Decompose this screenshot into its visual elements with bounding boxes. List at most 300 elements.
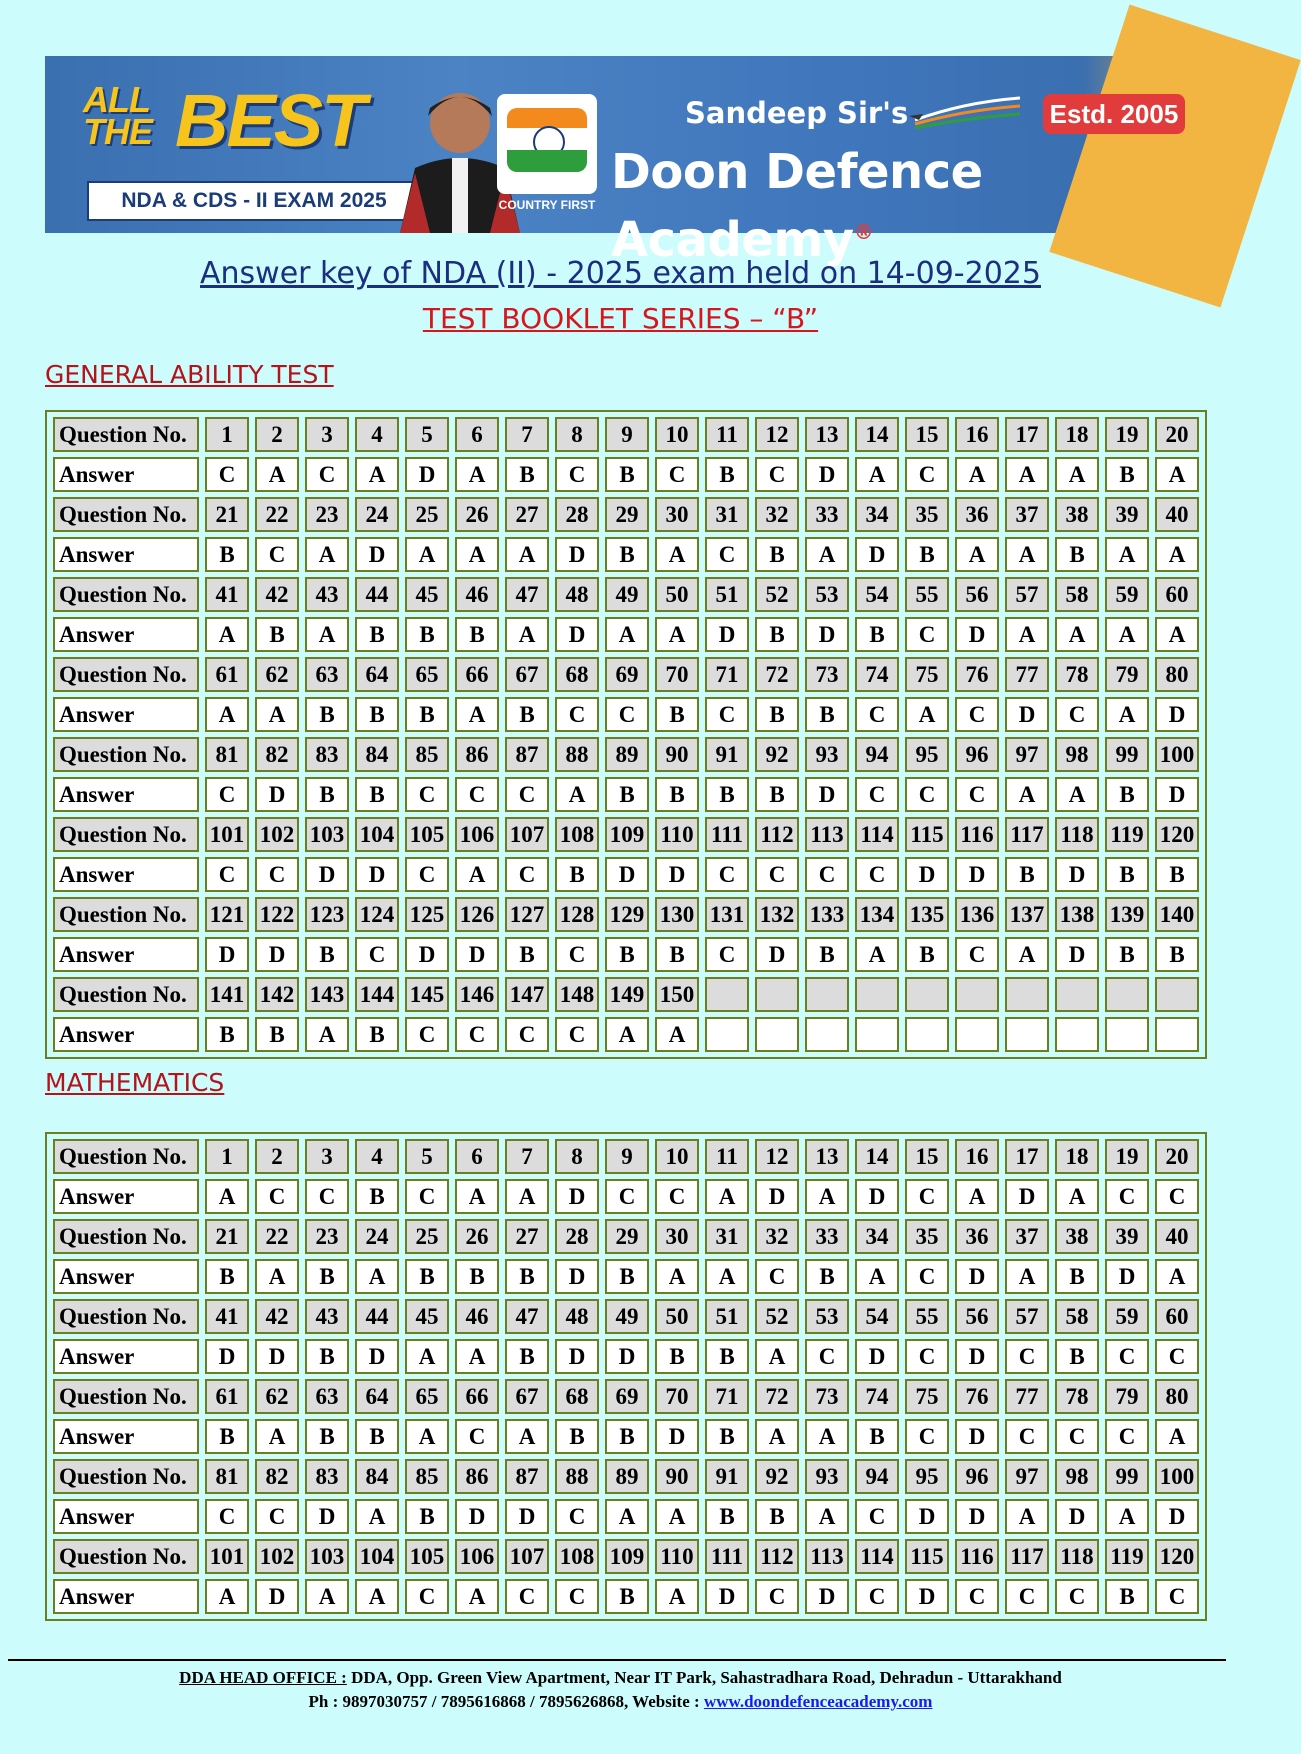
answer-cell: C bbox=[905, 617, 949, 652]
question-number-cell: 77 bbox=[1005, 657, 1049, 692]
question-number-cell: 72 bbox=[755, 657, 799, 692]
question-number-cell: 107 bbox=[505, 817, 549, 852]
answer-cell: B bbox=[805, 697, 849, 732]
answer-cell: A bbox=[1155, 1419, 1199, 1454]
answer-cell: B bbox=[1055, 537, 1099, 572]
answer-cell: D bbox=[1055, 857, 1099, 892]
question-number-cell: 60 bbox=[1155, 577, 1199, 612]
question-number-cell: 138 bbox=[1055, 897, 1099, 932]
question-number-cell: 84 bbox=[355, 1459, 399, 1494]
question-number-cell: 48 bbox=[555, 1299, 599, 1334]
question-label: Question No. bbox=[53, 897, 199, 932]
answer-cell: B bbox=[555, 857, 599, 892]
answer-cell: B bbox=[1105, 937, 1149, 972]
question-number-cell: 29 bbox=[605, 1219, 649, 1254]
question-number-cell: 125 bbox=[405, 897, 449, 932]
question-number-cell: 137 bbox=[1005, 897, 1049, 932]
answer-cell: D bbox=[355, 857, 399, 892]
question-number-cell: 114 bbox=[855, 1539, 899, 1574]
answer-cell: A bbox=[705, 1259, 749, 1294]
answer-cell: C bbox=[1105, 1339, 1149, 1374]
empty-cell bbox=[855, 1017, 899, 1052]
question-number-cell: 81 bbox=[205, 1459, 249, 1494]
answer-cell: C bbox=[855, 857, 899, 892]
question-number-cell: 38 bbox=[1055, 1219, 1099, 1254]
answer-cell: A bbox=[655, 617, 699, 652]
question-number-cell: 48 bbox=[555, 577, 599, 612]
footer-divider bbox=[8, 1659, 1226, 1661]
empty-cell bbox=[905, 1017, 949, 1052]
answer-cell: B bbox=[1105, 777, 1149, 812]
answer-cell: B bbox=[205, 1259, 249, 1294]
question-number-cell: 71 bbox=[705, 657, 749, 692]
empty-cell bbox=[955, 977, 999, 1012]
answer-cell: C bbox=[305, 1179, 349, 1214]
answer-cell: A bbox=[305, 1579, 349, 1614]
answer-cell: C bbox=[955, 777, 999, 812]
answer-cell: B bbox=[255, 617, 299, 652]
question-number-cell: 56 bbox=[955, 577, 999, 612]
question-number-cell: 44 bbox=[355, 577, 399, 612]
question-number-cell: 82 bbox=[255, 1459, 299, 1494]
answer-cell: B bbox=[355, 1017, 399, 1052]
answer-label: Answer bbox=[53, 457, 199, 492]
answer-cell: A bbox=[1005, 1259, 1049, 1294]
answer-label: Answer bbox=[53, 537, 199, 572]
question-number-cell: 85 bbox=[405, 737, 449, 772]
answer-cell: C bbox=[1005, 1419, 1049, 1454]
answer-cell: C bbox=[1155, 1339, 1199, 1374]
question-number-cell: 61 bbox=[205, 657, 249, 692]
answer-cell: A bbox=[505, 1179, 549, 1214]
question-number-cell: 88 bbox=[555, 737, 599, 772]
question-number-cell: 83 bbox=[305, 737, 349, 772]
question-number-cell: 21 bbox=[205, 1219, 249, 1254]
all-the-text: ALL THE bbox=[83, 79, 152, 152]
answer-cell: D bbox=[255, 1579, 299, 1614]
answer-cell: B bbox=[655, 777, 699, 812]
answer-cell: A bbox=[305, 1017, 349, 1052]
question-number-cell: 113 bbox=[805, 1539, 849, 1574]
answer-cell: B bbox=[505, 457, 549, 492]
question-label: Question No. bbox=[53, 497, 199, 532]
question-number-cell: 70 bbox=[655, 1379, 699, 1414]
answer-cell: A bbox=[1005, 617, 1049, 652]
answer-cell: C bbox=[555, 697, 599, 732]
question-number-cell: 63 bbox=[305, 657, 349, 692]
established-badge: Estd. 2005 bbox=[1043, 94, 1185, 134]
question-number-cell: 11 bbox=[705, 417, 749, 452]
question-number-cell: 68 bbox=[555, 1379, 599, 1414]
question-number-cell: 65 bbox=[405, 657, 449, 692]
answer-cell: C bbox=[255, 537, 299, 572]
answer-cell: B bbox=[855, 1419, 899, 1454]
question-number-cell: 92 bbox=[755, 737, 799, 772]
question-number-cell: 32 bbox=[755, 497, 799, 532]
answer-cell: C bbox=[655, 1179, 699, 1214]
question-row bbox=[53, 1219, 1199, 1254]
answer-cell: C bbox=[905, 777, 949, 812]
question-number-cell: 66 bbox=[455, 657, 499, 692]
question-number-cell: 41 bbox=[205, 577, 249, 612]
answer-cell: A bbox=[255, 457, 299, 492]
answer-cell: B bbox=[505, 697, 549, 732]
website-link[interactable]: www.doondefenceacademy.com bbox=[703, 1692, 933, 1711]
question-number-cell: 3 bbox=[305, 1139, 349, 1174]
question-row bbox=[53, 417, 1199, 452]
empty-cell bbox=[705, 1017, 749, 1052]
question-number-cell: 104 bbox=[355, 817, 399, 852]
question-number-cell: 80 bbox=[1155, 1379, 1199, 1414]
question-number-cell: 110 bbox=[655, 1539, 699, 1574]
answer-cell: C bbox=[205, 777, 249, 812]
phone-numbers: Ph : 9897030757 / 7895616868 / 7895626868, Website : bbox=[308, 1692, 704, 1711]
question-number-cell: 58 bbox=[1055, 577, 1099, 612]
question-number-cell: 15 bbox=[905, 417, 949, 452]
question-number-cell: 89 bbox=[605, 1459, 649, 1494]
answer-cell: D bbox=[705, 617, 749, 652]
question-number-cell: 7 bbox=[505, 417, 549, 452]
answer-cell: D bbox=[955, 857, 999, 892]
answer-label: Answer bbox=[53, 1259, 199, 1294]
answer-cell: A bbox=[855, 937, 899, 972]
answer-cell: B bbox=[705, 1419, 749, 1454]
answer-cell: C bbox=[855, 1579, 899, 1614]
answer-cell: C bbox=[1155, 1179, 1199, 1214]
answer-cell: D bbox=[355, 537, 399, 572]
question-number-cell: 68 bbox=[555, 657, 599, 692]
answer-cell: C bbox=[955, 697, 999, 732]
question-number-cell: 43 bbox=[305, 1299, 349, 1334]
question-label: Question No. bbox=[53, 817, 199, 852]
answer-cell: A bbox=[555, 777, 599, 812]
question-number-cell: 39 bbox=[1105, 1219, 1149, 1254]
empty-cell bbox=[855, 977, 899, 1012]
empty-cell bbox=[705, 977, 749, 1012]
answer-label: Answer bbox=[53, 1419, 199, 1454]
answer-cell: D bbox=[755, 1179, 799, 1214]
question-number-cell: 67 bbox=[505, 657, 549, 692]
question-label: Question No. bbox=[53, 1139, 199, 1174]
answer-cell: C bbox=[905, 1339, 949, 1374]
answer-cell: B bbox=[305, 697, 349, 732]
answer-cell: D bbox=[1105, 1259, 1149, 1294]
answer-cell: A bbox=[405, 537, 449, 572]
empty-cell bbox=[1005, 977, 1049, 1012]
question-number-cell: 22 bbox=[255, 497, 299, 532]
answer-cell: A bbox=[605, 1499, 649, 1534]
answer-cell: D bbox=[755, 937, 799, 972]
answer-cell: A bbox=[205, 1579, 249, 1614]
question-number-cell: 44 bbox=[355, 1299, 399, 1334]
answer-cell: C bbox=[1055, 1419, 1099, 1454]
question-label: Question No. bbox=[53, 1539, 199, 1574]
question-number-cell: 45 bbox=[405, 1299, 449, 1334]
answer-cell: A bbox=[905, 697, 949, 732]
question-number-cell: 49 bbox=[605, 1299, 649, 1334]
answer-cell: C bbox=[555, 457, 599, 492]
question-number-cell: 136 bbox=[955, 897, 999, 932]
question-number-cell: 11 bbox=[705, 1139, 749, 1174]
question-number-cell: 98 bbox=[1055, 1459, 1099, 1494]
question-number-cell: 42 bbox=[255, 577, 299, 612]
question-number-cell: 31 bbox=[705, 1219, 749, 1254]
answer-cell: C bbox=[555, 1499, 599, 1534]
question-number-cell: 18 bbox=[1055, 1139, 1099, 1174]
question-number-cell: 52 bbox=[755, 1299, 799, 1334]
question-number-cell: 118 bbox=[1055, 817, 1099, 852]
question-number-cell: 71 bbox=[705, 1379, 749, 1414]
answer-cell: B bbox=[355, 697, 399, 732]
office-address: DDA, Opp. Green View Apartment, Near IT Park, Sahastradhara Road, Dehradun - Uttarakhand bbox=[346, 1668, 1062, 1687]
answer-row bbox=[53, 697, 1199, 732]
question-number-cell: 50 bbox=[655, 577, 699, 612]
question-number-cell: 93 bbox=[805, 1459, 849, 1494]
answer-cell: C bbox=[855, 697, 899, 732]
question-number-cell: 9 bbox=[605, 1139, 649, 1174]
question-number-cell: 116 bbox=[955, 817, 999, 852]
answer-cell: A bbox=[1155, 1259, 1199, 1294]
answer-cell: B bbox=[705, 777, 749, 812]
answer-cell: D bbox=[905, 1579, 949, 1614]
question-number-cell: 16 bbox=[955, 417, 999, 452]
question-number-cell: 58 bbox=[1055, 1299, 1099, 1334]
answer-cell: D bbox=[805, 777, 849, 812]
question-number-cell: 51 bbox=[705, 1299, 749, 1334]
empty-cell bbox=[1105, 1017, 1149, 1052]
question-number-cell: 52 bbox=[755, 577, 799, 612]
answer-cell: C bbox=[905, 1179, 949, 1214]
answer-cell: B bbox=[1155, 937, 1199, 972]
answer-cell: B bbox=[305, 1259, 349, 1294]
question-number-cell: 22 bbox=[255, 1219, 299, 1254]
question-number-cell: 99 bbox=[1105, 737, 1149, 772]
empty-cell bbox=[1155, 977, 1199, 1012]
answer-cell: A bbox=[805, 1419, 849, 1454]
answer-cell: B bbox=[805, 937, 849, 972]
question-row bbox=[53, 897, 1199, 932]
answer-label: Answer bbox=[53, 1579, 199, 1614]
question-number-cell: 117 bbox=[1005, 1539, 1049, 1574]
question-number-cell: 24 bbox=[355, 497, 399, 532]
question-number-cell: 97 bbox=[1005, 737, 1049, 772]
answer-row bbox=[53, 937, 1199, 972]
answer-cell: C bbox=[605, 1179, 649, 1214]
question-number-cell: 59 bbox=[1105, 1299, 1149, 1334]
answer-cell: A bbox=[405, 1419, 449, 1454]
header-banner bbox=[45, 56, 1225, 268]
question-number-cell: 13 bbox=[805, 1139, 849, 1174]
answer-cell: A bbox=[255, 1419, 299, 1454]
question-number-cell: 30 bbox=[655, 497, 699, 532]
question-number-cell: 29 bbox=[605, 497, 649, 532]
answer-cell: B bbox=[1105, 857, 1149, 892]
question-number-cell: 120 bbox=[1155, 1539, 1199, 1574]
empty-cell bbox=[805, 977, 849, 1012]
answer-cell: D bbox=[205, 937, 249, 972]
academy-name-text: Doon Defence Academy bbox=[611, 144, 983, 268]
answer-cell: A bbox=[355, 1259, 399, 1294]
answer-cell: B bbox=[605, 937, 649, 972]
question-number-cell: 64 bbox=[355, 1379, 399, 1414]
answer-cell: C bbox=[1005, 1579, 1049, 1614]
question-number-cell: 4 bbox=[355, 1139, 399, 1174]
answer-cell: B bbox=[205, 537, 249, 572]
question-number-cell: 4 bbox=[355, 417, 399, 452]
answer-cell: A bbox=[455, 1579, 499, 1614]
answer-cell: B bbox=[605, 457, 649, 492]
answer-cell: B bbox=[405, 1499, 449, 1534]
question-number-cell: 27 bbox=[505, 1219, 549, 1254]
answer-row bbox=[53, 617, 1199, 652]
question-number-cell: 119 bbox=[1105, 1539, 1149, 1574]
question-number-cell: 120 bbox=[1155, 817, 1199, 852]
question-number-cell: 69 bbox=[605, 657, 649, 692]
answer-cell: C bbox=[1105, 1419, 1149, 1454]
answer-cell: A bbox=[605, 617, 649, 652]
answer-cell: D bbox=[305, 1499, 349, 1534]
answer-cell: C bbox=[905, 1259, 949, 1294]
answer-cell: B bbox=[205, 1017, 249, 1052]
question-number-cell: 139 bbox=[1105, 897, 1149, 932]
question-number-cell: 36 bbox=[955, 497, 999, 532]
question-number-cell: 117 bbox=[1005, 817, 1049, 852]
answer-label: Answer bbox=[53, 777, 199, 812]
question-number-cell: 100 bbox=[1155, 737, 1199, 772]
question-number-cell: 39 bbox=[1105, 497, 1149, 532]
question-number-cell: 96 bbox=[955, 737, 999, 772]
answer-cell: B bbox=[355, 777, 399, 812]
question-number-cell: 95 bbox=[905, 737, 949, 772]
answer-cell: B bbox=[355, 617, 399, 652]
answer-cell: D bbox=[455, 937, 499, 972]
answer-cell: A bbox=[205, 617, 249, 652]
question-number-cell: 93 bbox=[805, 737, 849, 772]
answer-cell: C bbox=[405, 1179, 449, 1214]
question-number-cell: 75 bbox=[905, 657, 949, 692]
question-number-cell: 74 bbox=[855, 657, 899, 692]
answer-cell: C bbox=[555, 1579, 599, 1614]
question-number-cell: 32 bbox=[755, 1219, 799, 1254]
question-number-cell: 12 bbox=[755, 1139, 799, 1174]
answer-cell: A bbox=[455, 1179, 499, 1214]
question-number-cell: 6 bbox=[455, 1139, 499, 1174]
question-number-cell: 143 bbox=[305, 977, 349, 1012]
question-number-cell: 90 bbox=[655, 1459, 699, 1494]
answer-cell: A bbox=[655, 1259, 699, 1294]
answer-cell: B bbox=[755, 1499, 799, 1534]
answer-cell: C bbox=[555, 937, 599, 972]
answer-cell: D bbox=[1155, 697, 1199, 732]
answer-cell: C bbox=[955, 937, 999, 972]
question-number-cell: 25 bbox=[405, 497, 449, 532]
answer-cell: A bbox=[1055, 1179, 1099, 1214]
answer-cell: A bbox=[355, 1499, 399, 1534]
question-row bbox=[53, 1139, 1199, 1174]
answer-cell: C bbox=[855, 777, 899, 812]
answer-cell: C bbox=[1105, 1179, 1149, 1214]
question-number-cell: 114 bbox=[855, 817, 899, 852]
question-number-cell: 66 bbox=[455, 1379, 499, 1414]
best-text: BEST bbox=[175, 79, 365, 162]
empty-cell bbox=[955, 1017, 999, 1052]
question-number-cell: 119 bbox=[1105, 817, 1149, 852]
question-number-cell: 35 bbox=[905, 1219, 949, 1254]
question-label: Question No. bbox=[53, 737, 199, 772]
question-number-cell: 14 bbox=[855, 417, 899, 452]
question-number-cell: 87 bbox=[505, 1459, 549, 1494]
answer-cell: C bbox=[555, 1017, 599, 1052]
question-number-cell: 10 bbox=[655, 1139, 699, 1174]
answer-cell: C bbox=[255, 1499, 299, 1534]
page-title: Answer key of NDA (II) - 2025 exam held on 14-09-2025 bbox=[200, 256, 1041, 291]
question-label: Question No. bbox=[53, 577, 199, 612]
answer-cell: B bbox=[605, 537, 649, 572]
question-number-cell: 23 bbox=[305, 1219, 349, 1254]
question-number-cell: 91 bbox=[705, 737, 749, 772]
answer-label: Answer bbox=[53, 857, 199, 892]
answer-cell: D bbox=[705, 1579, 749, 1614]
answer-cell: D bbox=[655, 857, 699, 892]
answer-cell: B bbox=[755, 777, 799, 812]
question-number-cell: 105 bbox=[405, 817, 449, 852]
question-number-cell: 146 bbox=[455, 977, 499, 1012]
question-number-cell: 67 bbox=[505, 1379, 549, 1414]
question-number-cell: 89 bbox=[605, 737, 649, 772]
answer-cell: D bbox=[305, 857, 349, 892]
question-number-cell: 131 bbox=[705, 897, 749, 932]
answer-cell: B bbox=[755, 537, 799, 572]
question-number-cell: 81 bbox=[205, 737, 249, 772]
answer-cell: D bbox=[255, 937, 299, 972]
answer-cell: C bbox=[355, 937, 399, 972]
question-number-cell: 7 bbox=[505, 1139, 549, 1174]
question-number-cell: 19 bbox=[1105, 417, 1149, 452]
empty-cell bbox=[1055, 1017, 1099, 1052]
answer-cell: B bbox=[405, 617, 449, 652]
question-number-cell: 40 bbox=[1155, 497, 1199, 532]
question-number-cell: 30 bbox=[655, 1219, 699, 1254]
answer-cell: B bbox=[655, 697, 699, 732]
question-number-cell: 27 bbox=[505, 497, 549, 532]
answer-cell: C bbox=[455, 777, 499, 812]
answer-cell: C bbox=[505, 777, 549, 812]
question-number-cell: 9 bbox=[605, 417, 649, 452]
question-number-cell: 84 bbox=[355, 737, 399, 772]
question-number-cell: 2 bbox=[255, 417, 299, 452]
question-number-cell: 128 bbox=[555, 897, 599, 932]
question-number-cell: 62 bbox=[255, 657, 299, 692]
answer-cell: C bbox=[705, 857, 749, 892]
question-label: Question No. bbox=[53, 1379, 199, 1414]
answer-cell: B bbox=[755, 697, 799, 732]
question-row bbox=[53, 1539, 1199, 1574]
answer-cell: A bbox=[455, 457, 499, 492]
answer-cell: A bbox=[305, 537, 349, 572]
question-row bbox=[53, 577, 1199, 612]
answer-cell: B bbox=[455, 1259, 499, 1294]
question-number-cell: 72 bbox=[755, 1379, 799, 1414]
answer-cell: B bbox=[655, 1339, 699, 1374]
question-number-cell: 103 bbox=[305, 817, 349, 852]
question-number-cell: 113 bbox=[805, 817, 849, 852]
question-label: Question No. bbox=[53, 657, 199, 692]
question-number-cell: 63 bbox=[305, 1379, 349, 1414]
question-number-cell: 54 bbox=[855, 1299, 899, 1334]
question-number-cell: 82 bbox=[255, 737, 299, 772]
answer-cell: D bbox=[905, 1499, 949, 1534]
answer-cell: A bbox=[1055, 777, 1099, 812]
